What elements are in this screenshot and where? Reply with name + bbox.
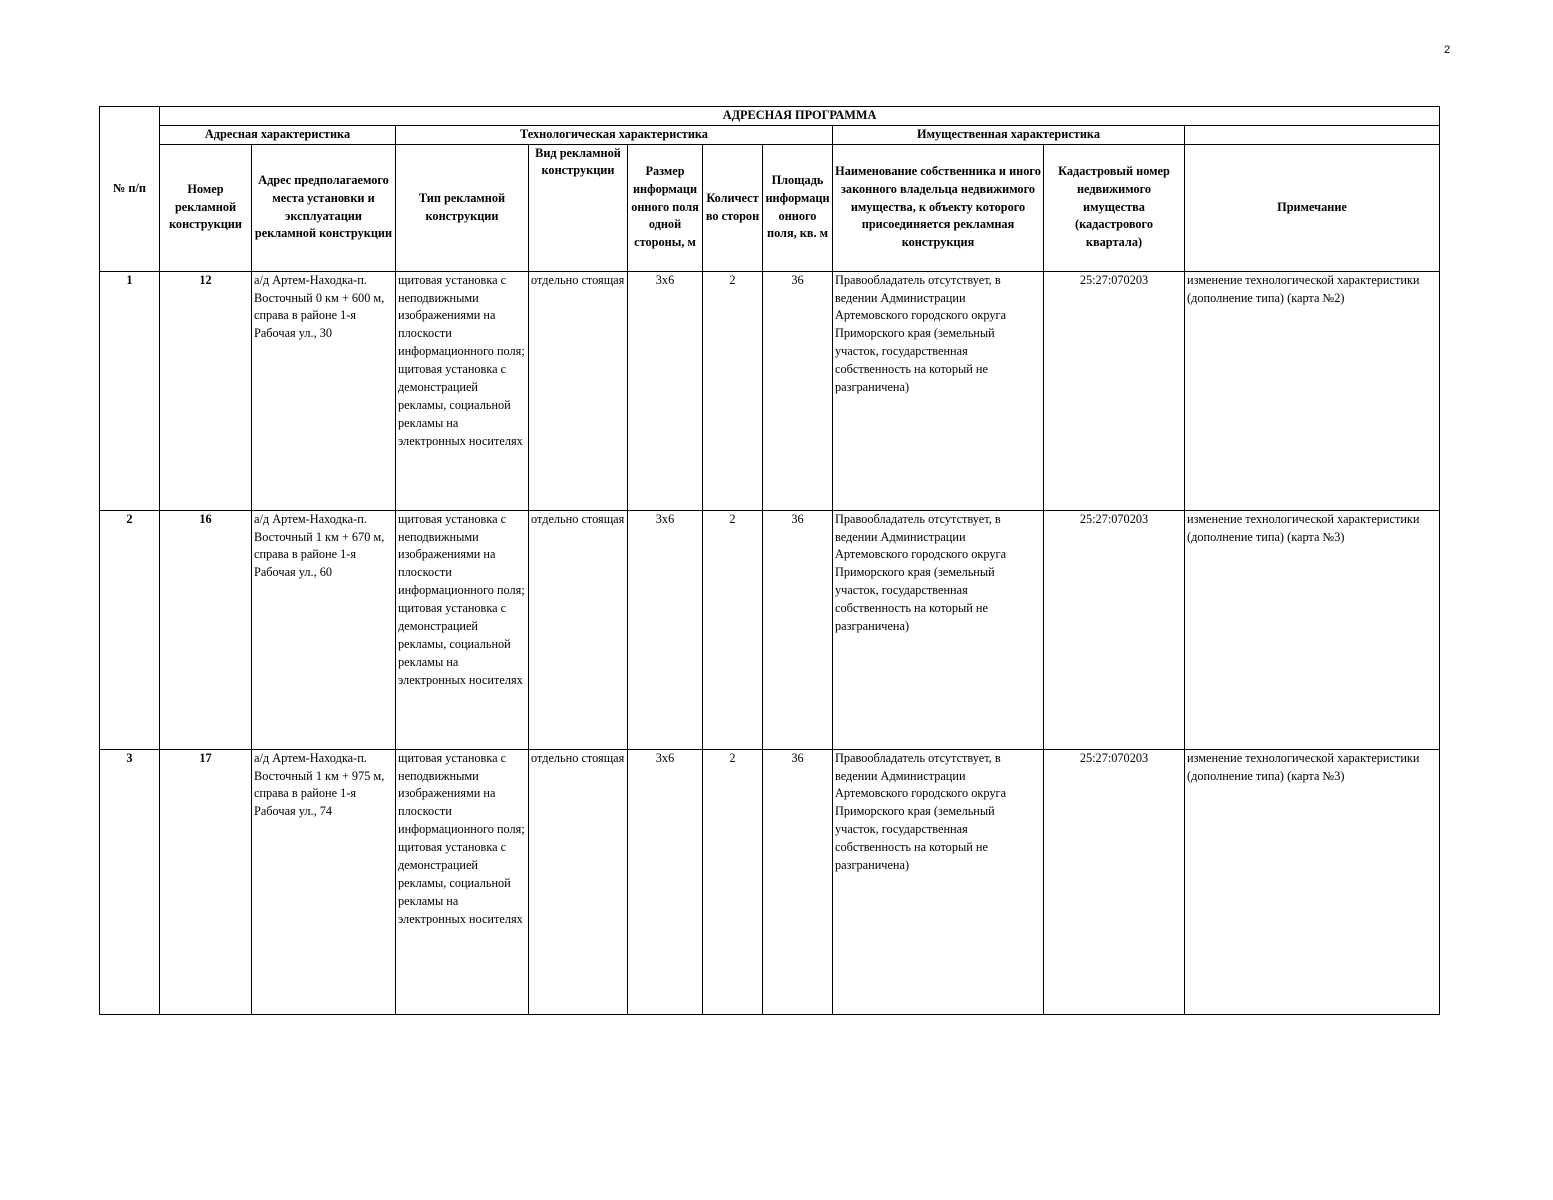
cell-note: изменение технологической характеристики (дополнение типа) (карта №2)	[1185, 271, 1440, 510]
cell-construction-number: 17	[160, 749, 252, 1014]
cell-owner: Правообладатель отсутствует, в ведении Администрации Артемовского городского округа Приморского края (земельный участок, государственная собственность на который не разграничена)	[833, 510, 1044, 749]
cell-sides: 2	[703, 510, 763, 749]
group-header-property: Имущественная характеристика	[833, 125, 1185, 144]
cell-kind: отдельно стоящая	[529, 749, 628, 1014]
cell-type: щитовая установка с неподвижными изображениями на плоскости информационного поля; щитовая установка с демонстрацией рекламы, социальной рекламы на электронных носителях	[396, 749, 529, 1014]
cell-np: 3	[100, 749, 160, 1014]
cell-construction-number: 16	[160, 510, 252, 749]
table-row	[100, 749, 1440, 1014]
cell-size: 3х6	[628, 510, 703, 749]
cell-address: а/д Артем-Находка-п. Восточный 0 км + 600 м, справа в районе 1-я Рабочая ул., 30	[252, 271, 396, 510]
cell-kind: отдельно стоящая	[529, 271, 628, 510]
cell-cadastral: 25:27:070203	[1044, 510, 1185, 749]
table-row	[100, 271, 1440, 510]
group-header-empty	[1185, 125, 1440, 144]
cell-address: а/д Артем-Находка-п. Восточный 1 км + 670 м, справа в районе 1-я Рабочая ул., 60	[252, 510, 396, 749]
table-title: АДРЕСНАЯ ПРОГРАММА	[160, 107, 1440, 126]
cell-cadastral: 25:27:070203	[1044, 749, 1185, 1014]
cell-note: изменение технологической характеристики (дополнение типа) (карта №3)	[1185, 749, 1440, 1014]
col-header-sides: Количество сторон	[703, 144, 763, 271]
cell-area: 36	[763, 510, 833, 749]
cell-address: а/д Артем-Находка-п. Восточный 1 км + 975 м, справа в районе 1-я Рабочая ул., 74	[252, 749, 396, 1014]
cell-size: 3х6	[628, 749, 703, 1014]
col-header-address: Адрес предполагаемого места установки и эксплуатации рекламной конструкции	[252, 144, 396, 271]
cell-cadastral: 25:27:070203	[1044, 271, 1185, 510]
cell-sides: 2	[703, 271, 763, 510]
cell-sides: 2	[703, 749, 763, 1014]
cell-owner: Правообладатель отсутствует, в ведении Администрации Артемовского городского округа Приморского края (земельный участок, государственная собственность на который не разграничена)	[833, 271, 1044, 510]
col-header-kind: Вид рекламной конструкции	[529, 144, 628, 271]
cell-kind: отдельно стоящая	[529, 510, 628, 749]
cell-owner: Правообладатель отсутствует, в ведении Администрации Артемовского городского округа Приморского края (земельный участок, государственная собственность на который не разграничена)	[833, 749, 1044, 1014]
group-header-tech: Технологическая характеристика	[396, 125, 833, 144]
col-header-size: Размер информационного поля одной стороны, м	[628, 144, 703, 271]
cell-area: 36	[763, 271, 833, 510]
cell-type: щитовая установка с неподвижными изображениями на плоскости информационного поля; щитовая установка с демонстрацией рекламы, социальной рекламы на электронных носителях	[396, 271, 529, 510]
cell-construction-number: 12	[160, 271, 252, 510]
address-program-table	[99, 106, 1440, 1015]
col-header-type: Тип рекламной конструкции	[396, 144, 529, 271]
col-header-np: № п/п	[100, 107, 160, 272]
col-header-cadastral: Кадастровый номер недвижимого имущества (кадастрового квартала)	[1044, 144, 1185, 271]
col-header-owner: Наименование собственника и иного законного владельца недвижимого имущества, к объекту которого присоединяется рекламная конструкция	[833, 144, 1044, 271]
cell-note: изменение технологической характеристики (дополнение типа) (карта №3)	[1185, 510, 1440, 749]
col-header-construction-number: Номер рекламной конструкции	[160, 144, 252, 271]
cell-np: 1	[100, 271, 160, 510]
page-number: 2	[1444, 44, 1451, 56]
col-header-note: Примечание	[1185, 144, 1440, 271]
cell-type: щитовая установка с неподвижными изображениями на плоскости информационного поля; щитовая установка с демонстрацией рекламы, социальной рекламы на электронных носителях	[396, 510, 529, 749]
cell-np: 2	[100, 510, 160, 749]
group-header-address: Адресная характеристика	[160, 125, 396, 144]
table-row	[100, 510, 1440, 749]
cell-area: 36	[763, 749, 833, 1014]
cell-size: 3х6	[628, 271, 703, 510]
col-header-area: Площадь информационного поля, кв. м	[763, 144, 833, 271]
